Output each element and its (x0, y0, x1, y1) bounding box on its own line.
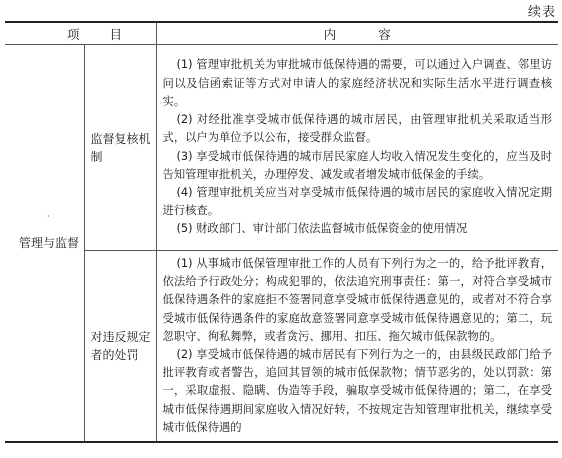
table-row (5, 251, 558, 443)
paragraph: (4) 管理审批机关应当对享受城市低保待遇的城市居民的家庭收入情况定期进行核查。 (162, 185, 553, 218)
paragraph: (5) 财政部门、审计部门依法监督城市低保资金的使用情况 (176, 222, 468, 236)
paragraph: (2) 对经批准享受城市低保待遇的城市居民，由管理审批机关采取适当形式，以户为单位予以公布，接受群众监督。 (162, 113, 553, 145)
category-cell: 管理与监督 (5, 45, 84, 443)
subsection-content (156, 251, 558, 443)
table-header-row (5, 22, 558, 45)
header-content: 内容 (156, 22, 558, 45)
subsection-content (156, 45, 558, 251)
paragraph: (2) 享受城市低保待遇的城市居民有下列行为之一的，由县级民政部门给予批评教育或者警告，追回其冒领的城市低保款物；情节恶劣的，处以罚款：第一，采取虚报、隐瞒、伪造等手段，骗取享受城市低保待遇的；第二，在享受城市低保待遇期间家庭收入情况好转，不按规定告知管理审批机关，继续享受城市低保待遇的 (162, 348, 553, 434)
policy-table (5, 21, 558, 443)
paragraph: (3) 享受城市低保待遇的城市居民家庭人均收入情况发生变化的，应当及时告知管理审批机关，办理停发、减发或者增发城市低保金的手续。 (162, 149, 553, 181)
subsection-title: 对违反规定者的处罚 (84, 251, 156, 443)
table-row (5, 45, 558, 251)
paragraph: (1) 管理审批机关为审批城市低保待遇的需要，可以通过入户调查、邻里访问以及信函索证等方式对申请人的家庭经济状况和实际生活水平进行调查核实。 (162, 58, 553, 108)
header-item: 项目 (5, 22, 156, 45)
subsection-title: 监督复核机制 (84, 45, 156, 251)
scan-dot: · (47, 212, 50, 221)
continued-label: 续表 (527, 5, 556, 20)
paragraph: (1) 从事城市低保管理审批工作的人员有下列行为之一的，给予批评教育，依法给予行政处分；构成犯罪的，依法追究刑事责任：第一，对符合享受城市低保待遇条件的家庭拒不签署同意享受城市低保待遇意见的，或者对不符合享受城市低保待遇条件的家庭故意签署同意享受城市低保待遇意见的；第二，玩忽职守、徇私舞弊，或者贪污、挪用、扣压、拖欠城市低保款物的。 (162, 257, 553, 343)
